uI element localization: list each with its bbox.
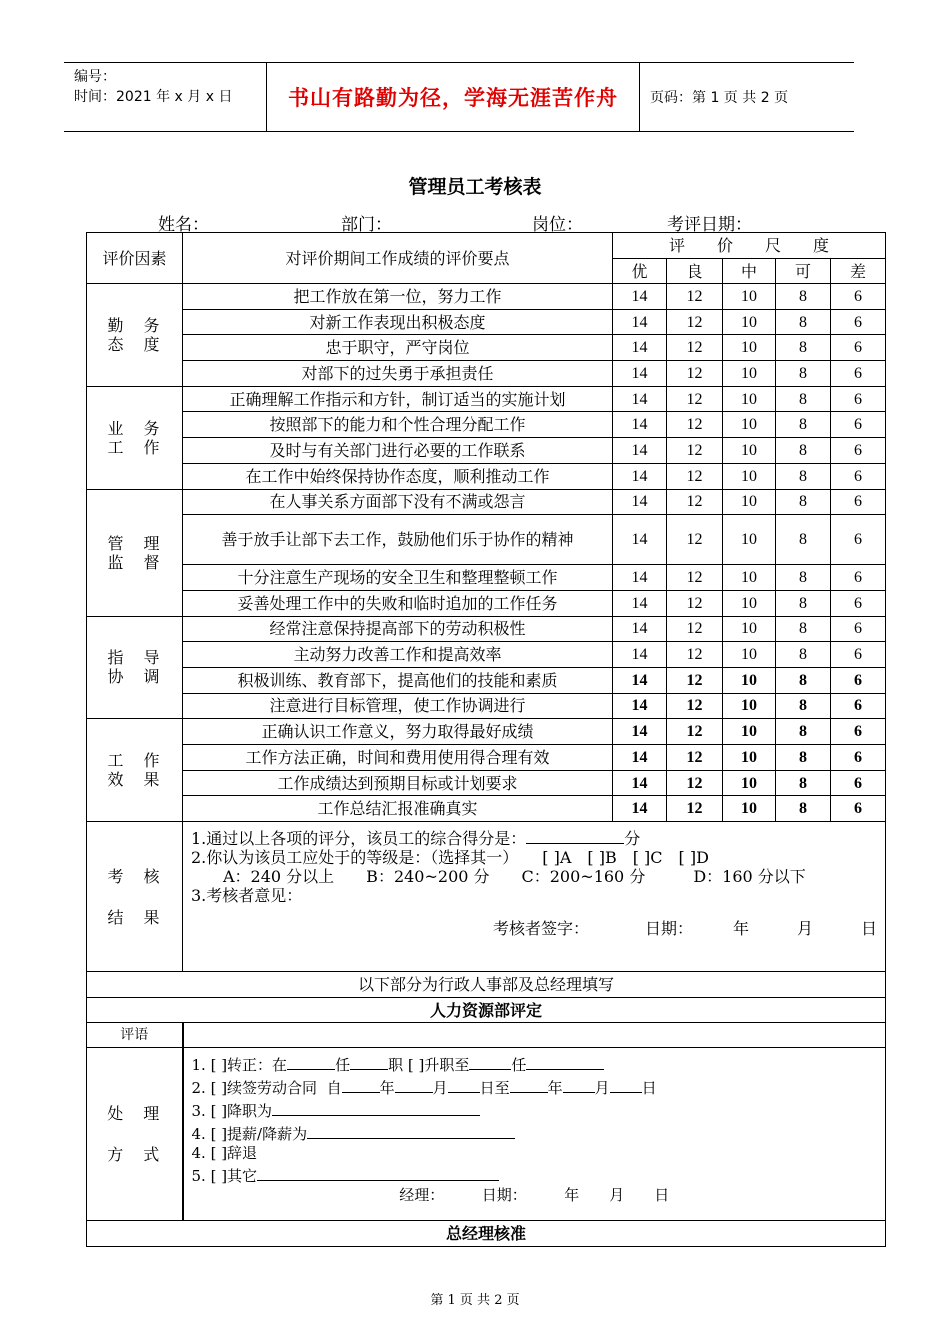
score-cell: 14 bbox=[613, 590, 667, 616]
level-header: 良 bbox=[667, 259, 723, 284]
header-meta bbox=[74, 67, 232, 107]
score-cell: 10 bbox=[723, 412, 776, 438]
fill-blank[interactable] bbox=[469, 1052, 511, 1070]
score-cell: 12 bbox=[667, 745, 723, 771]
score-cell: 10 bbox=[723, 642, 776, 668]
score-cell: 10 bbox=[723, 770, 776, 796]
score-cell: 12 bbox=[667, 693, 723, 719]
criteria-cell: 经常注意保持提高部下的劳动积极性 bbox=[183, 616, 613, 642]
criteria-cell: 对新工作表现出积极态度 bbox=[183, 309, 613, 335]
comment-field[interactable] bbox=[183, 1023, 886, 1048]
score-cell: 8 bbox=[776, 361, 831, 387]
table-row bbox=[87, 386, 886, 412]
process-options bbox=[183, 1048, 886, 1221]
level-header: 优 bbox=[613, 259, 667, 284]
admin-note: 以下部分为行政人事部及总经理填写 bbox=[87, 972, 886, 998]
process-option-label: 2. [ ]续签劳动合同 自 bbox=[191, 1079, 342, 1098]
score-cell: 12 bbox=[667, 590, 723, 616]
name-field-label: 姓名： bbox=[158, 215, 209, 235]
grade-prompt: 2.你认为该员工应处于的等级是：（选择其一） [ ]A [ ]B [ ]C [ ]D bbox=[191, 848, 709, 868]
criteria-cell: 在人事关系方面部下没有不满或怨言 bbox=[183, 489, 613, 515]
gm-approval-title: 总经理核准 bbox=[87, 1221, 886, 1247]
table-row bbox=[87, 309, 886, 335]
score-cell: 6 bbox=[831, 463, 886, 489]
process-option-label: 4. [ ]辞退 bbox=[191, 1144, 258, 1163]
page-footer: 第 1 页 共 2 页 bbox=[430, 1293, 520, 1308]
score-cell: 12 bbox=[667, 489, 723, 515]
fill-blank[interactable] bbox=[287, 1052, 335, 1070]
fill-blank[interactable] bbox=[395, 1075, 433, 1093]
score-cell: 10 bbox=[723, 284, 776, 310]
score-cell: 12 bbox=[667, 284, 723, 310]
table-row bbox=[87, 616, 886, 642]
scale-header: 评 价 尺 度 bbox=[613, 233, 886, 259]
factor-cell bbox=[87, 719, 183, 822]
score-cell: 8 bbox=[776, 565, 831, 591]
criteria-cell: 按照部下的能力和个性合理分配工作 bbox=[183, 412, 613, 438]
score-cell: 14 bbox=[613, 386, 667, 412]
factor-name: 效 果 bbox=[107, 770, 162, 790]
result-label: 考 核 bbox=[107, 866, 162, 886]
score-cell: 6 bbox=[831, 489, 886, 515]
score-cell: 6 bbox=[831, 642, 886, 668]
factor-name: 指 导 bbox=[107, 648, 162, 668]
criteria-cell: 正确认识工作意义，努力取得最好成绩 bbox=[183, 719, 613, 745]
factor-name: 勤 务 bbox=[107, 315, 162, 335]
factor-header: 评价因素 bbox=[87, 233, 183, 284]
total-score-blank bbox=[526, 826, 624, 844]
criteria-cell: 善于放手让部下去工作，鼓励他们乐于协作的精神 bbox=[183, 515, 613, 565]
process-option-label: 1. [ ]转正：在 bbox=[191, 1056, 288, 1075]
table-row bbox=[87, 438, 886, 464]
score-cell: 6 bbox=[831, 770, 886, 796]
comment-label: 评语 bbox=[87, 1023, 183, 1048]
criteria-cell: 妥善处理工作中的失败和临时追加的工作任务 bbox=[183, 590, 613, 616]
score-cell: 14 bbox=[613, 335, 667, 361]
score-cell: 12 bbox=[667, 335, 723, 361]
score-cell: 8 bbox=[776, 438, 831, 464]
score-cell: 12 bbox=[667, 642, 723, 668]
fill-blank[interactable] bbox=[563, 1075, 595, 1093]
process-option[interactable] bbox=[192, 1163, 878, 1186]
score-cell: 12 bbox=[667, 796, 723, 822]
score-cell: 10 bbox=[723, 719, 776, 745]
score-cell: 8 bbox=[776, 745, 831, 771]
score-cell: 8 bbox=[776, 719, 831, 745]
score-cell: 14 bbox=[613, 693, 667, 719]
score-cell: 14 bbox=[613, 463, 667, 489]
table-row bbox=[87, 565, 886, 591]
score-cell: 8 bbox=[776, 309, 831, 335]
score-cell: 14 bbox=[613, 309, 667, 335]
process-option-text: 月 bbox=[594, 1079, 610, 1098]
table-row bbox=[87, 745, 886, 771]
score-cell: 8 bbox=[776, 590, 831, 616]
table-row bbox=[87, 642, 886, 668]
result-content bbox=[183, 822, 886, 972]
factor-name: 态 度 bbox=[107, 334, 162, 354]
score-unit: 分 bbox=[624, 829, 641, 849]
score-cell: 14 bbox=[613, 796, 667, 822]
score-cell: 6 bbox=[831, 335, 886, 361]
process-option-text: 年 bbox=[379, 1079, 395, 1098]
table-row bbox=[87, 463, 886, 489]
score-cell: 6 bbox=[831, 719, 886, 745]
score-cell: 12 bbox=[667, 386, 723, 412]
process-option[interactable] bbox=[192, 1075, 878, 1098]
fill-blank[interactable] bbox=[307, 1121, 515, 1139]
score-cell: 8 bbox=[776, 463, 831, 489]
department-field-label: 部门： bbox=[341, 215, 392, 235]
score-cell: 14 bbox=[613, 745, 667, 771]
criteria-cell: 积极训练、教育部下，提高他们的技能和素质 bbox=[183, 667, 613, 693]
fill-blank[interactable] bbox=[526, 1052, 604, 1070]
score-cell: 10 bbox=[723, 335, 776, 361]
score-cell: 12 bbox=[667, 515, 723, 565]
process-option-text: 职 [ ]升职至 bbox=[388, 1056, 470, 1075]
table-row bbox=[87, 796, 886, 822]
score-cell: 8 bbox=[776, 284, 831, 310]
score-cell: 6 bbox=[831, 616, 886, 642]
score-cell: 12 bbox=[667, 309, 723, 335]
process-option[interactable] bbox=[192, 1144, 878, 1163]
score-cell: 8 bbox=[776, 616, 831, 642]
time-label: 时间：2021 年 x 月 x 日 bbox=[74, 89, 233, 105]
criteria-cell: 忠于职守，严守岗位 bbox=[183, 335, 613, 361]
score-cell: 6 bbox=[831, 515, 886, 565]
fill-blank[interactable] bbox=[257, 1163, 499, 1181]
score-cell: 8 bbox=[776, 796, 831, 822]
score-cell: 6 bbox=[831, 309, 886, 335]
process-option-text: 月 bbox=[432, 1079, 448, 1098]
fill-blank[interactable] bbox=[350, 1052, 388, 1070]
score-cell: 6 bbox=[831, 361, 886, 387]
score-cell: 14 bbox=[613, 284, 667, 310]
grade-ranges: A：240 分以上 B：240~200 分 C：200~160 分 D：160 分以下 bbox=[191, 867, 806, 887]
level-header: 差 bbox=[831, 259, 886, 284]
reviewer-opinion-label: 3.考核者意见： bbox=[191, 886, 303, 906]
score-cell: 8 bbox=[776, 335, 831, 361]
review-date-field-label: 考评日期： bbox=[667, 215, 752, 235]
factor-name: 监 督 bbox=[107, 552, 162, 572]
score-cell: 6 bbox=[831, 590, 886, 616]
table-row bbox=[87, 693, 886, 719]
level-header: 可 bbox=[776, 259, 831, 284]
score-cell: 6 bbox=[831, 386, 886, 412]
table-row bbox=[87, 590, 886, 616]
score-cell: 12 bbox=[667, 565, 723, 591]
score-cell: 8 bbox=[776, 667, 831, 693]
criteria-cell: 工作方法正确，时间和费用使用得合理有效 bbox=[183, 745, 613, 771]
score-cell: 6 bbox=[831, 796, 886, 822]
process-label-cell bbox=[87, 1048, 183, 1221]
score-cell: 10 bbox=[723, 463, 776, 489]
score-cell: 8 bbox=[776, 412, 831, 438]
score-cell: 12 bbox=[667, 616, 723, 642]
process-option-text: 任 bbox=[511, 1056, 527, 1075]
score-cell: 14 bbox=[613, 361, 667, 387]
document-header bbox=[64, 62, 854, 132]
process-option-label: 3. [ ]降职为 bbox=[191, 1102, 273, 1121]
factor-name: 工 作 bbox=[107, 751, 162, 771]
process-label: 处 理 bbox=[107, 1104, 162, 1124]
score-cell: 8 bbox=[776, 642, 831, 668]
process-option-text: 任 bbox=[335, 1056, 351, 1075]
header-slogan: 书山有路勤为径，学海无涯苦作舟 bbox=[266, 63, 640, 131]
table-row bbox=[87, 284, 886, 310]
factor-name: 业 务 bbox=[107, 418, 162, 438]
score-cell: 8 bbox=[776, 489, 831, 515]
score-cell: 10 bbox=[723, 616, 776, 642]
process-option[interactable] bbox=[192, 1098, 878, 1121]
criteria-cell: 十分注意生产现场的安全卫生和整理整顿工作 bbox=[183, 565, 613, 591]
process-option-text: 日至 bbox=[479, 1079, 510, 1098]
score-cell: 10 bbox=[723, 796, 776, 822]
score-cell: 6 bbox=[831, 565, 886, 591]
table-row bbox=[87, 719, 886, 745]
score-cell: 14 bbox=[613, 770, 667, 796]
table-row bbox=[87, 335, 886, 361]
score-cell: 14 bbox=[613, 438, 667, 464]
process-label: 方 式 bbox=[107, 1145, 162, 1165]
serial-number-label: 编号： bbox=[74, 69, 116, 85]
criteria-cell: 注意进行目标管理，使工作协调进行 bbox=[183, 693, 613, 719]
score-cell: 6 bbox=[831, 284, 886, 310]
score-cell: 10 bbox=[723, 361, 776, 387]
factor-cell bbox=[87, 616, 183, 719]
score-cell: 14 bbox=[613, 489, 667, 515]
criteria-header: 对评价期间工作成绩的评价要点 bbox=[183, 233, 613, 284]
process-option-text: 日 bbox=[641, 1079, 657, 1098]
position-field-label: 岗位： bbox=[532, 215, 583, 235]
criteria-cell: 正确理解工作指示和方针，制订适当的实施计划 bbox=[183, 386, 613, 412]
process-option-label: 5. [ ]其它 bbox=[191, 1167, 258, 1186]
factor-name: 管 理 bbox=[107, 533, 162, 553]
score-cell: 14 bbox=[613, 515, 667, 565]
score-cell: 8 bbox=[776, 770, 831, 796]
form-title: 管理员工考核表 bbox=[408, 176, 542, 198]
factor-cell bbox=[87, 284, 183, 387]
score-cell: 8 bbox=[776, 693, 831, 719]
score-cell: 10 bbox=[723, 565, 776, 591]
score-cell: 14 bbox=[613, 719, 667, 745]
score-cell: 10 bbox=[723, 515, 776, 565]
criteria-cell: 对部下的过失勇于承担责任 bbox=[183, 361, 613, 387]
score-cell: 14 bbox=[613, 642, 667, 668]
factor-name: 工 作 bbox=[107, 437, 162, 457]
score-cell: 6 bbox=[831, 693, 886, 719]
score-cell: 12 bbox=[667, 412, 723, 438]
result-label: 结 果 bbox=[107, 907, 162, 927]
table-row bbox=[87, 489, 886, 515]
factor-name: 协 调 bbox=[107, 667, 162, 687]
hr-section-title: 人力资源部评定 bbox=[87, 998, 886, 1023]
score-cell: 12 bbox=[667, 438, 723, 464]
process-option-label: 4. [ ]提薪/降薪为 bbox=[191, 1125, 308, 1144]
score-cell: 10 bbox=[723, 745, 776, 771]
level-header: 中 bbox=[723, 259, 776, 284]
reviewer-signature-line: 考核者签字： 日期： 年 月 日 bbox=[492, 919, 877, 939]
score-cell: 12 bbox=[667, 361, 723, 387]
score-cell: 10 bbox=[723, 693, 776, 719]
criteria-cell: 工作成绩达到预期目标或计划要求 bbox=[183, 770, 613, 796]
score-cell: 12 bbox=[667, 667, 723, 693]
score-cell: 6 bbox=[831, 745, 886, 771]
table-row bbox=[87, 412, 886, 438]
result-row bbox=[87, 822, 886, 972]
criteria-cell: 在工作中始终保持协作态度，顺利推动工作 bbox=[183, 463, 613, 489]
score-cell: 14 bbox=[613, 616, 667, 642]
fill-blank[interactable] bbox=[448, 1075, 480, 1093]
score-cell: 12 bbox=[667, 770, 723, 796]
manager-signature-line: 经理： 日期： 年 月 日 bbox=[399, 1186, 670, 1205]
score-cell: 10 bbox=[723, 590, 776, 616]
process-option-text: 年 bbox=[547, 1079, 563, 1098]
result-label-cell bbox=[87, 822, 183, 972]
process-option[interactable] bbox=[192, 1121, 878, 1144]
table-row bbox=[87, 515, 886, 565]
score-cell: 6 bbox=[831, 667, 886, 693]
score-cell: 10 bbox=[723, 667, 776, 693]
score-cell: 8 bbox=[776, 386, 831, 412]
score-cell: 10 bbox=[723, 386, 776, 412]
score-cell: 14 bbox=[613, 565, 667, 591]
fill-blank[interactable] bbox=[610, 1075, 642, 1093]
score-cell: 8 bbox=[776, 515, 831, 565]
criteria-cell: 及时与有关部门进行必要的工作联系 bbox=[183, 438, 613, 464]
criteria-cell: 工作总结汇报准确真实 bbox=[183, 796, 613, 822]
fill-blank[interactable] bbox=[510, 1075, 548, 1093]
criteria-cell: 主动努力改善工作和提高效率 bbox=[183, 642, 613, 668]
score-cell: 6 bbox=[831, 412, 886, 438]
factor-cell bbox=[87, 386, 183, 489]
fill-blank[interactable] bbox=[342, 1075, 380, 1093]
table-row bbox=[87, 770, 886, 796]
header-page-number: 页码：第 1 页 共 2 页 bbox=[650, 90, 789, 106]
fill-blank[interactable] bbox=[272, 1098, 480, 1116]
evaluation-table bbox=[86, 232, 886, 1247]
score-cell: 6 bbox=[831, 438, 886, 464]
score-cell: 14 bbox=[613, 667, 667, 693]
total-score-prompt: 1.通过以上各项的评分，该员工的综合得分是： bbox=[191, 829, 527, 849]
criteria-cell: 把工作放在第一位，努力工作 bbox=[183, 284, 613, 310]
score-cell: 10 bbox=[723, 309, 776, 335]
score-cell: 10 bbox=[723, 489, 776, 515]
score-cell: 10 bbox=[723, 438, 776, 464]
score-cell: 14 bbox=[613, 412, 667, 438]
score-cell: 12 bbox=[667, 463, 723, 489]
table-row bbox=[87, 361, 886, 387]
table-row bbox=[87, 667, 886, 693]
factor-cell bbox=[87, 489, 183, 616]
process-option[interactable] bbox=[192, 1052, 878, 1075]
score-cell: 12 bbox=[667, 719, 723, 745]
